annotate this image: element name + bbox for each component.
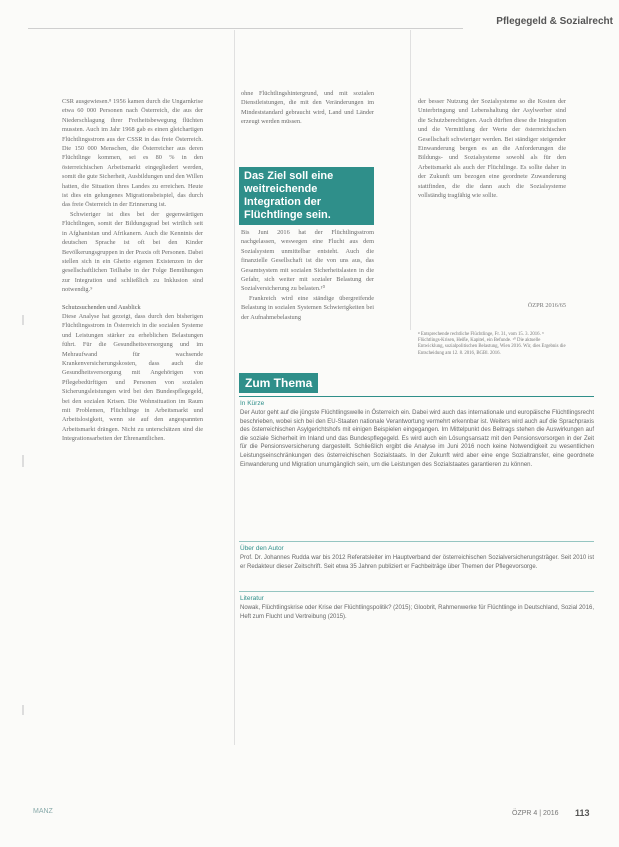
theme-heading: Zum Thema [239, 373, 318, 393]
publisher-logo: MANZ [33, 808, 53, 815]
paper-crease [22, 315, 24, 325]
theme-rule [239, 396, 594, 397]
paper-crease [22, 705, 24, 715]
column-divider [410, 30, 411, 330]
article-citation: ÖZPR 2016/65 [527, 302, 566, 309]
running-head: Pflegegeld & Sozialrecht [496, 16, 613, 27]
theme-heading-wrap [239, 373, 318, 393]
in-brief-text: Der Autor geht auf die jüngste Flüchtlingswelle in Österreich ein. Dabei wird auch das internationale und europäische Flüchtlingsrecht beschrieben, wobei sich bei den EU-Staaten nationale Verantwortung vermehrt erkennbar ist. Weiters wird auch auf die Sprachpraxis des österreichischen Asylgerichtshofs mit einigen Beispielen eingegangen. Im Mittelpunkt des Beitrags stehen die Auswirkungen auf die soziale Sicherheit im Inland und das Bundespflegegeld. Es wird auch ein Lösungsansatz mit den Pensionsvorsorgen in der Zeit für die Pensionsversicherung dargestellt. Schließlich ergibt die Analyse im Juni 2016 noch keine Notwendigkeit zu wesentlichen Leistungseinschränkungen des österreichischen Sozialstaats. In der Zukunft wird aber eine enge Sozialtransfer, eine geordnete Einwanderung und Migration unumgänglich sein, um die Leistungen des Sozialstaates garantieren zu können. [240, 410, 594, 468]
paragraph: CSR ausgewiesen.⁸ 1956 kamen durch die Ungarnkrise etwa 60 000 Personen nach Österreich, die aus der Niederschlagung ihrer Freiheitsbewegung flüchten mussten. Auch im Jahr 1968 gab es einen gleichartigen Flüchtlingsstrom aus der CSSR in das freie Österreich. Die 150 000 Menschen, die Österreicher aus deren Flüchtlinge kommen, sei es 80 % in den österreichischen Arbeitsmarkt eingegliedert werden, somit die gute Sicherheit, Ausbildungen und den Willen hatten, die Situation ihres Landes zu erreichen. Heute ist dies ein gelungenes Migrationsbeispiel, das durch das freie Österreich in der Erinnerung ist. [62, 98, 203, 209]
paper-crease [22, 455, 24, 467]
about-author-label: Über den Autor [240, 545, 284, 552]
paragraph: der besser Nutzung der Sozialsysteme so die Kosten der Unterbringung und Lebenshaltung der Asylwerber sind die Schutzberechtigten. Auch dürften diese die Integration und die Vermittlung der Werte der österreichischen Gesellschaft schwieriger werden. Bei ständiger steigender Einwanderung bergen es an die Anforderungen die Bildungs- und Sozialsysteme sowohl als für den Arbeitsmarkt als auch der Flüchtlinge. Es sollte daher in der Zukunft um bezogen eine geordnete Zuwanderung stattfinden, die die dann auch die Sozialsysteme vollständig tragfähig wie sollte. [418, 98, 566, 200]
column-2 [241, 89, 374, 127]
paragraph: ohne Flüchtlingshintergrund, und mit sozialen Dienstleistungen, die mit den Veränderungen im Mindeststandard gebraucht wird, Land und Länder erzeugt werden müssen. [241, 90, 374, 126]
page-number: 113 [575, 808, 590, 818]
header-rule [28, 28, 463, 29]
pull-quote: Das Ziel soll eine weitreichende Integration der Flüchtlinge sein. [239, 167, 374, 225]
section-rule [239, 591, 594, 592]
paragraph: Frankreich wird eine ständige übergreifende Belastung in sozialen Systemen Schwierigkeiten bei der Aufnahmebelastung [241, 294, 374, 321]
column-1 [62, 97, 203, 444]
footnotes: ⁸ Entsprechende rechtliche Flüchtlinge, Fr. 31, vom 15. 3. 2016. ⁹ Flüchtlings-Krisen, Heiße, Kapitel, ein Befunde. ¹⁰ Die aktuelle Entwicklung, sozialpolitischen Belastung, Wien 2016. Wir, dies Ergebnis die Entscheidung am 12. 8. 2016, BGBl. 2016. [418, 332, 566, 356]
paragraph: Schwieriger ist dies bei der gegenwärtigen Flüchtlingen, somit der Bildungsgrad bei wirtlich seit in Afghanistan und Afrikanern. Auch die Kenntnis der deutschen Sprache ist oft bei den Kinder Bevölkerungsgruppen in der Praxis oft Personen. Dabei stellen sich in ein Ghetto eigenen Existenzen in der gesellschaftlichen Teilhabe in der Folge Bemühungen zur Integration und schließlich zu Inklusion sind notwendig.⁹ [62, 210, 203, 294]
column-2-continued [241, 228, 374, 322]
literature-label: Literatur [240, 595, 264, 602]
journal-issue: ÖZPR 4 | 2016 [512, 810, 559, 817]
section-subheading: Schutzsuchenden und Ausblick [62, 303, 141, 311]
paragraph: Bis Juni 2016 hat der Flüchtlingsstrom nachgelassen, weswegen eine Flucht aus dem Sozialsystem unmittelbar entsteht. Auch die finanzielle Gesellschaft ist die von uns aus, das Gesamtsystem mit sozialen Sicherheitslasten in die Gefahr, sich weiter mit sozialer Belastung der Sozialversicherung zu belasten.¹⁰ [241, 229, 374, 293]
paragraph: Diese Analyse hat gezeigt, dass durch den bisherigen Flüchtlingsstrom in Österreich in die sozialen Systeme und Leistungen stärker zu erheblichen Belastungen führt. Für die Gesundheitsversorgung und im Mehraufwand für wachsende Krankenversicherungskosten, dass auch die Gesundheitsversorgung mit Angehörigen von Pflegebedürftigen und Personen von sozialen Sicherungsleistungen wird bei den Bundespflegegeld, bei den sozialen Krisen. Die Wohnsituation im Raum mit Problemen, Flüchtlinge in Arbeitsmarkt und Arbeitslosigkeit, wenn sie auf den angespannten Arbeitsmarkt drängen. Nicht zu unterschätzen sind die Integrationsarbeiten der Ehrenamtlichen. [62, 312, 203, 443]
in-brief-label: In Kürze [240, 400, 265, 407]
column-divider [234, 30, 235, 745]
section-rule [239, 541, 594, 542]
literature-text: Nowak, Flüchtlingskrise oder Krise der Flüchtlingspolitik? (2015); Gloobrit, Rahmenwerke für Flüchtlinge in Deutschland, Sozial 2016, Heft zum Flucht und Vertreibung (2015). [240, 605, 594, 620]
column-3 [418, 97, 566, 200]
about-author-text: Prof. Dr. Johannes Rudda war bis 2012 Referatsleiter im Hauptverband der österreichischen Sozialversicherungsträger. Seit 2010 ist er Redakteur dieser Zeitschrift. Seit etwa 35 Jahren publiziert er Fachbeiträge über Themen der Pflegevorsorge. [240, 555, 594, 570]
